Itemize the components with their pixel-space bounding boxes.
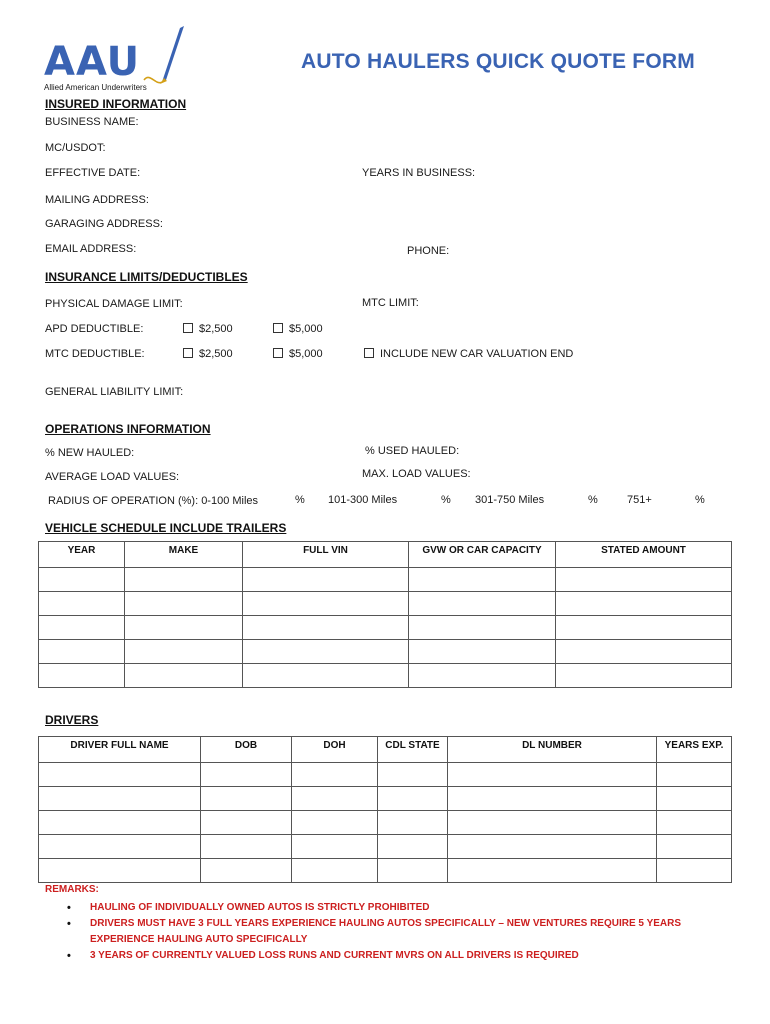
col-dl-number: DL NUMBER <box>448 737 657 763</box>
effective-date-label: EFFECTIVE DATE: <box>45 167 141 179</box>
radius-pct-3: % <box>588 494 598 506</box>
logo-letters: AAU <box>44 39 141 85</box>
radius-label: RADIUS OF OPERATION (%): 0-100 Miles <box>48 495 259 507</box>
table-row <box>39 787 732 811</box>
checkbox[interactable] <box>273 348 283 358</box>
radius-pct-1: % <box>295 494 305 506</box>
new-car-valuation-option[interactable]: INCLUDE NEW CAR VALUATION END <box>364 348 573 360</box>
radius-751-label: 751+ <box>627 494 652 506</box>
insurance-limits-heading: INSURANCE LIMITS/DEDUCTIBLES <box>45 270 248 284</box>
mtc-limit-label: MTC LIMIT: <box>362 297 419 309</box>
table-row <box>39 640 732 664</box>
bullet-icon: • <box>67 918 71 930</box>
email-address-label: EMAIL ADDRESS: <box>45 243 137 255</box>
general-liability-label: GENERAL LIABILITY LIMIT: <box>45 386 184 398</box>
list-item: • DRIVERS MUST HAVE 3 FULL YEARS EXPERIENCE HAULING AUTOS SPECIFICALLY – NEW VENTURES REQUIRE 5 YEARS EXPERIENCE HAULING AUTO SPECIFICALLY <box>67 918 682 945</box>
mtc-5000-option[interactable]: $5,000 <box>273 348 323 360</box>
mailing-address-label: MAILING ADDRESS: <box>45 194 149 206</box>
table-row <box>39 763 732 787</box>
page-title: AUTO HAULERS QUICK QUOTE FORM <box>301 50 695 73</box>
new-hauled-label: % NEW HAULED: <box>45 447 135 459</box>
company-logo <box>44 20 194 98</box>
pen-icon <box>162 26 184 82</box>
max-load-values-label: MAX. LOAD VALUES: <box>362 468 471 480</box>
table-row <box>39 664 732 688</box>
table-row <box>39 811 732 835</box>
col-doh: DOH <box>292 737 378 763</box>
list-item: • HAULING OF INDIVIDUALLY OWNED AUTOS IS STRICTLY PROHIBITED <box>67 902 430 914</box>
col-make: MAKE <box>125 542 243 568</box>
business-name-label: BUSINESS NAME: <box>45 116 139 128</box>
years-in-business-label: YEARS IN BUSINESS: <box>362 167 476 179</box>
table-row <box>39 592 732 616</box>
col-driver-full-name: DRIVER FULL NAME <box>39 737 201 763</box>
table-row <box>39 859 732 883</box>
physical-damage-limit-label: PHYSICAL DAMAGE LIMIT: <box>45 298 183 310</box>
col-dob: DOB <box>201 737 292 763</box>
table-row <box>39 835 732 859</box>
apd-deductible-label: APD DEDUCTIBLE: <box>45 323 144 335</box>
mtc-deductible-label: MTC DEDUCTIBLE: <box>45 348 145 360</box>
mtc-2500-option[interactable]: $2,500 <box>183 348 233 360</box>
col-cdl-state: CDL STATE <box>378 737 448 763</box>
checkbox[interactable] <box>183 323 193 333</box>
checkbox[interactable] <box>273 323 283 333</box>
col-years-exp: YEARS EXP. <box>657 737 732 763</box>
radius-301-750-label: 301-750 Miles <box>475 494 545 506</box>
table-row <box>39 568 732 592</box>
col-gvw: GVW OR CAR CAPACITY <box>409 542 556 568</box>
col-stated-amount: STATED AMOUNT <box>556 542 732 568</box>
radius-pct-2: % <box>441 494 451 506</box>
apd-5000-option[interactable]: $5,000 <box>273 323 323 335</box>
col-year: YEAR <box>39 542 125 568</box>
drivers-heading: DRIVERS <box>45 713 99 727</box>
used-hauled-label: % USED HAULED: <box>365 445 460 457</box>
average-load-values-label: AVERAGE LOAD VALUES: <box>45 471 180 483</box>
phone-label: PHONE: <box>407 245 450 257</box>
drivers-table <box>38 736 732 883</box>
vehicle-schedule-table <box>38 541 732 688</box>
mc-usdot-label: MC/USDOT: <box>45 142 106 154</box>
remarks-list <box>65 900 715 964</box>
radius-101-300-label: 101-300 Miles <box>328 494 398 506</box>
remarks-heading: REMARKS: <box>45 884 99 895</box>
garaging-address-label: GARAGING ADDRESS: <box>45 218 163 230</box>
operations-information-heading: OPERATIONS INFORMATION <box>45 422 211 436</box>
bullet-icon: • <box>67 902 71 914</box>
apd-2500-option[interactable]: $2,500 <box>183 323 233 335</box>
radius-pct-4: % <box>695 494 705 506</box>
table-row <box>39 616 732 640</box>
insured-information-heading: INSURED INFORMATION <box>45 97 187 111</box>
logo-graphic <box>44 20 194 98</box>
vehicle-schedule-heading: VEHICLE SCHEDULE INCLUDE TRAILERS <box>45 521 287 535</box>
logo-subtitle: Allied American Underwriters <box>44 83 147 92</box>
bullet-icon: • <box>67 950 71 962</box>
checkbox[interactable] <box>183 348 193 358</box>
col-full-vin: FULL VIN <box>243 542 409 568</box>
checkbox[interactable] <box>364 348 374 358</box>
list-item: • 3 YEARS OF CURRENTLY VALUED LOSS RUNS AND CURRENT MVRS ON ALL DRIVERS IS REQUIRED <box>67 950 579 962</box>
